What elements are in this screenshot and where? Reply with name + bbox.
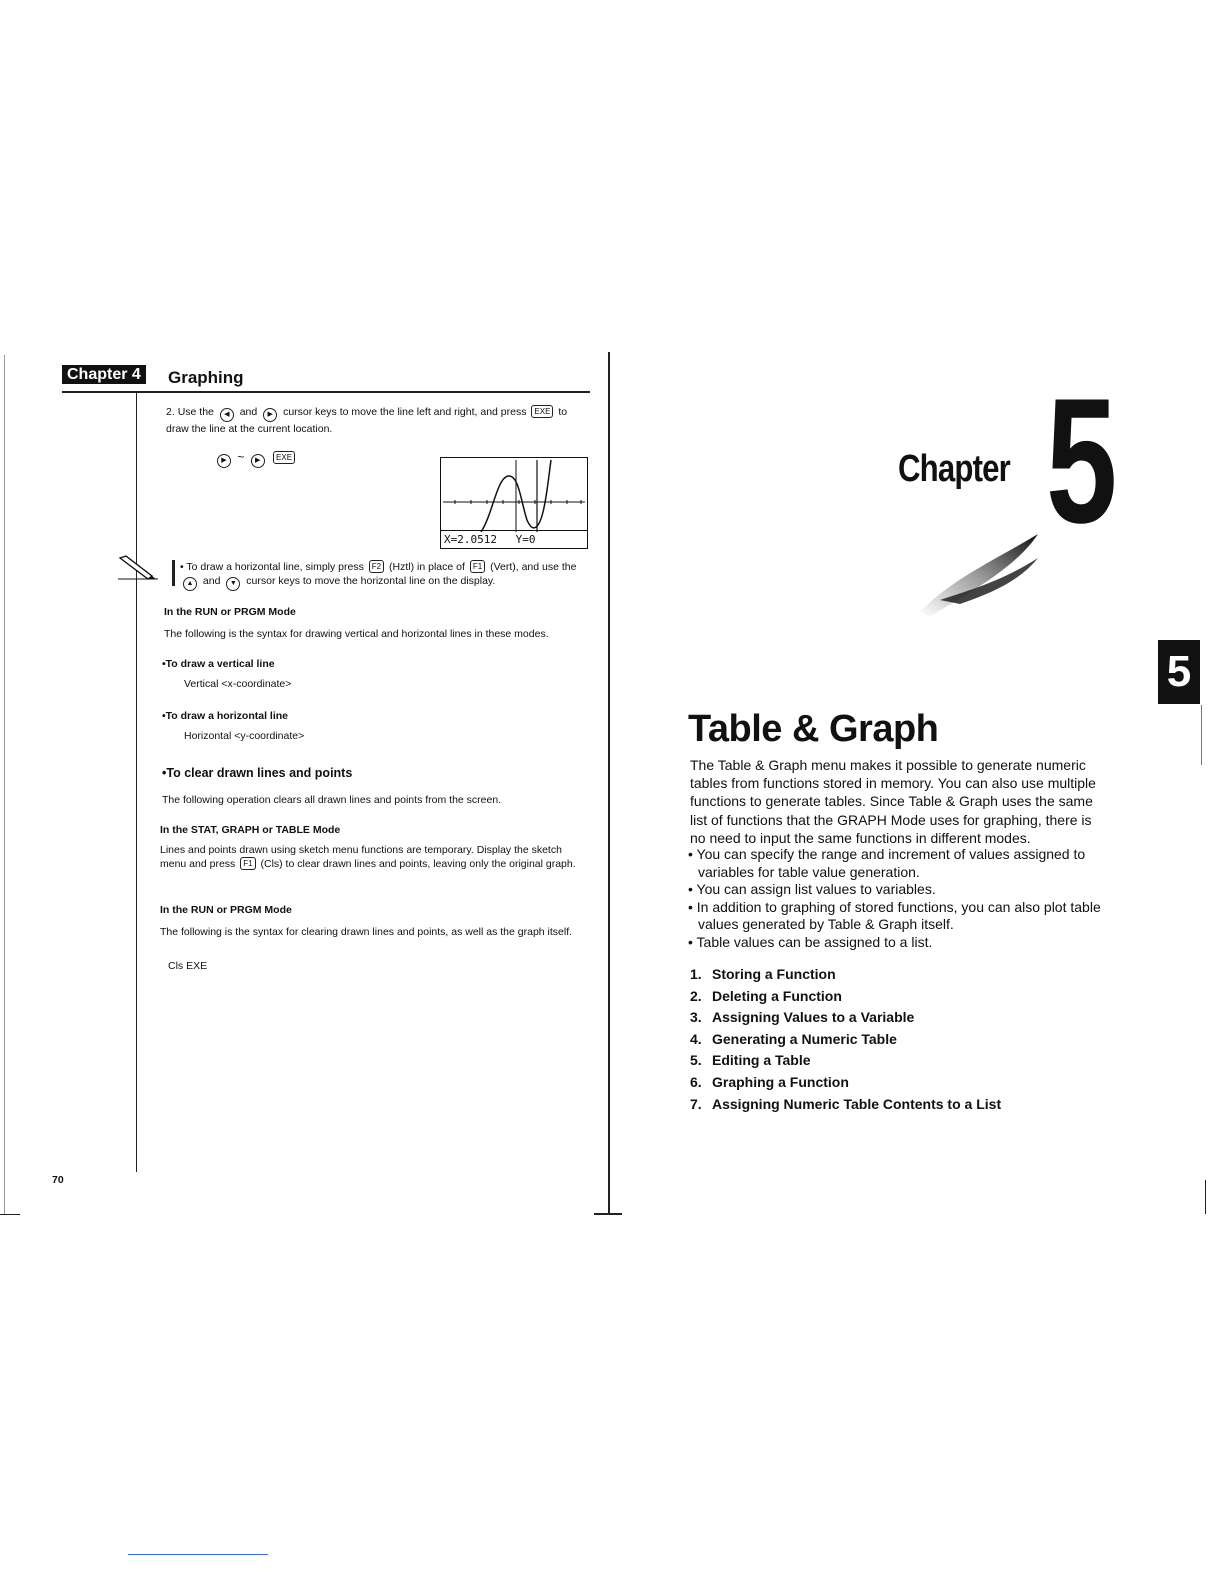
f2-key-icon: F2 bbox=[369, 560, 384, 573]
graph-plot bbox=[441, 458, 587, 532]
clear-text: The following operation clears all drawn lines and points from the screen. bbox=[162, 794, 502, 806]
f1-key-icon: F1 bbox=[240, 857, 255, 870]
run-mode-2-heading: In the RUN or PRGM Mode bbox=[160, 904, 292, 916]
right-arrow-key-icon: ▶ bbox=[263, 408, 277, 422]
spine-line bbox=[608, 352, 610, 1214]
stat-mode-text: Lines and points drawn using sketch menu functions are temporary. Display the sketch menu and press F1 (Cls) to clear drawn lines and points, leaving only the original graph. bbox=[160, 844, 576, 870]
run-mode-2-text: The following is the syntax for clearing drawn lines and points, as well as the graph itself. bbox=[160, 926, 573, 938]
toc-item-3[interactable]: 3. Assigning Values to a Variable bbox=[690, 1009, 915, 1026]
vertical-line-heading: •To draw a vertical line bbox=[162, 658, 275, 670]
cls-syntax: Cls EXE bbox=[168, 960, 208, 972]
stat-mode-heading: In the STAT, GRAPH or TABLE Mode bbox=[160, 824, 341, 836]
bullet-item: • Table values can be assigned to a list. bbox=[688, 933, 933, 950]
right-edge-mark bbox=[1201, 705, 1202, 765]
toc-item-4[interactable]: 4. Generating a Numeric Table bbox=[690, 1030, 897, 1047]
chapter-header bbox=[62, 366, 146, 384]
vertical-line-syntax: Vertical <x-coordinate> bbox=[184, 678, 292, 690]
down-arrow-key-icon: ▼ bbox=[226, 577, 240, 591]
screen-readout bbox=[441, 530, 587, 549]
spine-foot bbox=[594, 1213, 622, 1215]
y-readout: Y=0 bbox=[515, 533, 536, 546]
right-arrow-key-icon: ▶ bbox=[217, 454, 231, 468]
toc-item-1[interactable]: 1. Storing a Function bbox=[690, 966, 836, 982]
toc-item-5[interactable]: 5. Editing a Table bbox=[690, 1052, 811, 1069]
clear-heading: •To clear drawn lines and points bbox=[162, 766, 353, 780]
step-number: 2. bbox=[166, 406, 175, 418]
left-arrow-key-icon: ◀ bbox=[220, 408, 234, 422]
exe-key-icon: EXE bbox=[273, 451, 295, 464]
calculator-screen bbox=[440, 457, 588, 549]
step-2: 2. Use the ◀ and ▶ cursor keys to move the line left and right, and press EXE to draw the line at the current location. bbox=[166, 406, 568, 435]
bullet-item: • In addition to graphing of stored functions, you can also plot table values generated by Table & Graph itself. bbox=[688, 898, 1101, 932]
chapter-number: 5 bbox=[1046, 361, 1115, 560]
x-readout: X=2.0512 bbox=[444, 533, 497, 546]
horizontal-line-heading: •To draw a horizontal line bbox=[162, 710, 288, 722]
chapter-title: Table & Graph bbox=[688, 708, 939, 750]
page-number: 70 bbox=[52, 1174, 64, 1186]
section-title: Graphing bbox=[168, 368, 244, 387]
bottom-left-tick bbox=[0, 1214, 20, 1215]
up-arrow-key-icon: ▲ bbox=[183, 577, 197, 591]
note-bar bbox=[172, 560, 175, 586]
bullet-item: • You can specify the range and increment of values assigned to variables for table value generation. bbox=[688, 846, 1086, 880]
chapter-word: Chapter bbox=[898, 448, 1010, 490]
margin-rule bbox=[136, 392, 137, 1172]
horizontal-line-note: • To draw a horizontal line, simply press F2 (Hztl) in place of F1 (Vert), and use the ▲ and ▼ cursor keys to move the horizontal line on the display. bbox=[180, 560, 590, 591]
chapter-label: Chapter 4 bbox=[62, 365, 146, 384]
chapter-swoosh-graphic bbox=[900, 530, 1040, 620]
right-arrow-key-icon: ▶ bbox=[251, 454, 265, 468]
f1-key-icon: F1 bbox=[470, 560, 485, 573]
thumb-tab: 5 bbox=[1158, 640, 1200, 704]
bottom-blue-rule bbox=[128, 1554, 268, 1555]
left-edge-mark bbox=[4, 355, 5, 1215]
toc-item-6[interactable]: 6. Graphing a Function bbox=[690, 1073, 849, 1090]
toc-item-2[interactable]: 2. Deleting a Function bbox=[690, 987, 842, 1004]
key-sequence: ▶ ~ ▶ EXE bbox=[214, 450, 297, 468]
feature-bullets bbox=[688, 846, 1113, 951]
run-mode-text: The following is the syntax for drawing vertical and horizontal lines in these modes. bbox=[164, 628, 549, 640]
chapter-contents bbox=[690, 966, 1001, 1117]
run-mode-heading: In the RUN or PRGM Mode bbox=[164, 606, 296, 618]
toc-item-7[interactable]: 7. Assigning Numeric Table Contents to a List bbox=[690, 1095, 1002, 1112]
intro-paragraph: The Table & Graph menu makes it possible to generate numeric tables from functions stored in memory. You can also use multiple functions to generate tables. Since Table & Graph uses the same list of functions that the GRAPH Mode uses for graphing, there is no need to input the same functions in different modes. bbox=[690, 757, 1096, 846]
horizontal-line-syntax: Horizontal <y-coordinate> bbox=[184, 730, 305, 742]
header-rule bbox=[62, 391, 590, 393]
right-bottom-edge bbox=[1205, 1180, 1206, 1214]
bullet-item: • You can assign list values to variables. bbox=[688, 881, 936, 897]
pencil-note-icon bbox=[118, 554, 158, 580]
exe-key-icon: EXE bbox=[531, 405, 553, 418]
